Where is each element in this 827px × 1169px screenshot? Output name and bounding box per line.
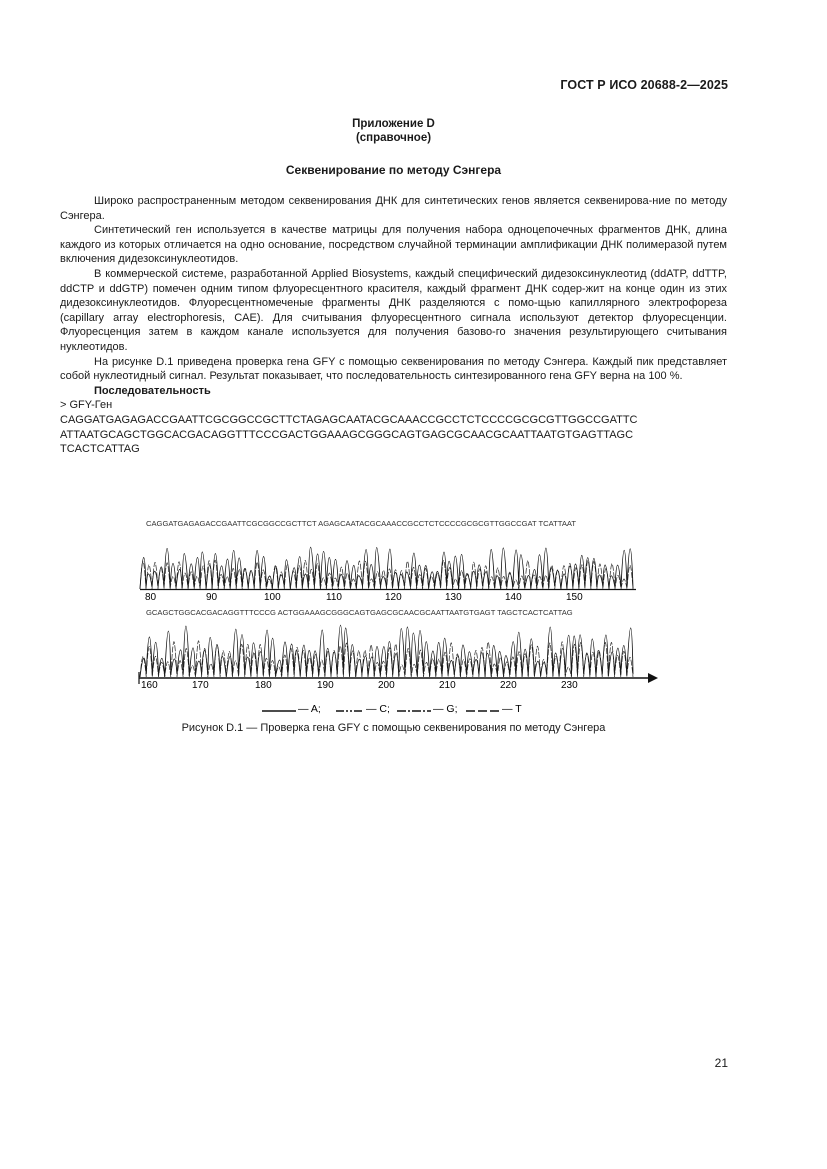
paragraph: В коммерческой системе, разработанной Applied Biosystems, каждый специфический дидезоксинуклеотид (ddATP, ddTTP, ddCTP и ddGTP) помечен одним типом флуоресцентного красителя, каждый фрагмент ДНК содер-жит на конце один из этих дидезоксинуклеотидов. Флуоресцентномеченые фрагменты ДНК разделяются с помо-щью капиллярного электрофореза (capillary array electrophoresis, CAE). Для считывания флуоресцентного сигнала используют детектор флуоресценции. Флуоресценция затем в каждом канале используется для получения базово-го значения результирующего считывания нуклеотидов.: [60, 267, 727, 353]
panel-1-sequence: CAGGATGAGAGACCGAATTCGCGGCCGCTTCT AGAGCAATACGCAAACCGCCTCTCCCCGCGCGTTGGCCGAT TCATTAAT: [146, 519, 577, 528]
paragraph: Синтетический ген используется в качестве матрицы для получения набора одноцепочечных фрагментов ДНК, длина каждого из которых отличается на одно основание, посредством случайной терминации амплификации ДНК полимеразой путем включения дидезоксинуклеотидов.: [60, 224, 727, 266]
panel-1-ticks: [145, 592, 583, 603]
legend-label-a: — A;: [298, 703, 321, 715]
panel-1-trace: [140, 547, 633, 589]
tick-label: 180: [255, 680, 272, 691]
tick-label: 220: [500, 680, 517, 691]
document-id-header: ГОСТ Р ИСО 20688-2—2025: [560, 78, 728, 92]
legend-label-c: — C;: [366, 703, 390, 715]
sequence-heading: Последовательность: [94, 384, 211, 397]
figure-caption: Рисунок D.1 — Проверка гена GFY с помощью секвенирования по методу Сэнгера: [181, 722, 606, 734]
axis-arrow-icon: [648, 673, 658, 683]
tick-label: 140: [505, 592, 522, 603]
tick-label: 120: [385, 592, 402, 603]
paragraph: Широко распространенным методом секвенирования ДНК для синтетических генов является секвенирова-ние по методу Сэнгера.: [60, 195, 727, 222]
paragraph: На рисунке D.1 приведена проверка гена GFY с помощью секвенирования по методу Сэнгера. Каждый пик представляет собой нуклеотидный сигнал. Результат показывает, что последовательность синтезированного гена GFY верна на 100 %.: [60, 355, 727, 383]
tick-label: 210: [439, 680, 456, 691]
appendix-title: Приложение D: [352, 118, 435, 130]
appendix-subtitle: (справочное): [355, 132, 432, 144]
legend-label-g: — G;: [433, 703, 458, 715]
figure-legend: [262, 703, 522, 715]
tick-label: 110: [326, 592, 342, 603]
tick-label: 150: [566, 592, 583, 603]
section-title: Секвенирование по методу Сэнгера: [285, 163, 502, 177]
tick-label: 100: [264, 592, 281, 603]
sequence-label: > GFY-Ген: [60, 399, 113, 412]
panel-2-trace: [140, 625, 633, 677]
tick-label: 170: [192, 680, 209, 691]
tick-label: 200: [378, 680, 395, 691]
tick-label: 130: [445, 592, 462, 603]
sequence-line: TCACTCATTAG: [60, 443, 140, 456]
legend-label-t: — T: [502, 703, 522, 715]
tick-label: 160: [141, 680, 158, 691]
panel-2-ticks: [141, 680, 578, 691]
sequence-line: CAGGATGAGAGACCGAATTCGCGGCCGCTTCTAGAGCAATACGCAAACCGCCTCTCCCCGCGCGTTGGCCGATTC: [60, 413, 638, 426]
page-number: 21: [714, 1056, 728, 1070]
trace-line: [140, 625, 633, 677]
tick-label: 90: [206, 592, 218, 603]
tick-label: 230: [561, 680, 578, 691]
tick-label: 80: [145, 592, 157, 603]
panel-2-sequence: GCAGCTGGCACGACAGGTTTCCCG ACTGGAAAGCGGGCAGTGAGCGCAACGCAATTAATGTGAGT TAGCTCACTCATTAG: [146, 608, 573, 617]
tick-label: 190: [317, 680, 334, 691]
sequence-line: ATTAATGCAGCTGGCACGACAGGTTTCCCGACTGGAAAGCGGGCAGTGAGCGCAACGCAATTAATGTGAGTTAGC: [60, 428, 634, 441]
